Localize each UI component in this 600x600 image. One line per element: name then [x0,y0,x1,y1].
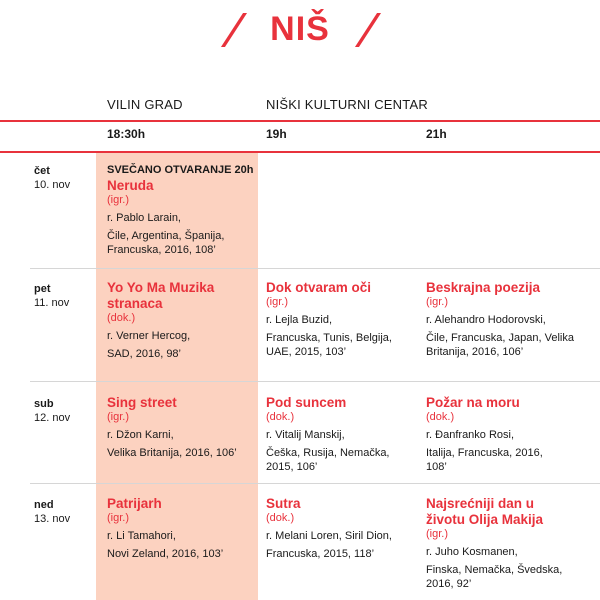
film-title: Neruda [107,178,154,193]
film-info: Francuska, Tunis, Belgija, UAE, 2015, 103’ [266,332,392,358]
film-title: Patrijarh [107,496,162,511]
film-type: (igr.) [107,194,129,206]
film-title: Yo Yo Ma Muzika stranaca [107,280,215,311]
film-type: (igr.) [266,296,288,308]
film-type: (igr.) [426,528,448,540]
film-type: (dok.) [266,411,295,423]
film-info: Čile, Argentina, Španija, Francuska, 2016, 108’ [107,230,225,256]
screening-card [426,280,576,359]
day-label [34,164,70,192]
film-title: Sing street [107,395,177,410]
venue-niski-kulturni-centar: NIŠKI KULTURNI CENTAR [266,97,428,112]
row-divider [30,483,600,484]
screening-card [266,280,406,359]
day-name: ned [34,499,54,511]
screening-card [107,395,257,460]
film-type: (igr.) [426,296,448,308]
film-title: Pod suncem [266,395,347,410]
screening-card [266,395,396,474]
film-director: r. Melani Loren, Siril Dion, [266,530,392,542]
film-title: Najsrećniji dan u životu Olija Makija [426,496,544,527]
film-director: r. Vitalij Manskij, [266,429,345,441]
film-info: Francuska, 2015, 118’ [266,548,375,560]
film-director: r. Džon Karni, [107,429,174,441]
festival-label: SVEČANO OTVARANJE 20h [107,164,254,176]
day-date: 10. nov [34,179,71,191]
screening-card [266,496,416,561]
film-director: r. Đanfranko Rosi, [426,429,515,441]
venue-vilin-grad: VILIN GRAD [107,97,183,112]
film-info: Novi Zeland, 2016, 103’ [107,548,224,560]
screening-card [107,280,247,361]
venue-divider [0,120,600,122]
film-type: (dok.) [266,512,295,524]
film-director: r. Li Tamahori, [107,530,176,542]
day-label [34,282,69,310]
film-title: Dok otvaram oči [266,280,372,295]
film-info: Italija, Francuska, 2016, 108’ [426,447,543,473]
row-divider [30,381,600,382]
film-info: Velika Britanija, 2016, 106’ [107,447,237,459]
film-type: (igr.) [107,411,129,423]
time-19: 19h [266,127,287,141]
film-director: r. Pablo Larain, [107,212,181,224]
film-info: Čile, Francuska, Japan, Velika Britanija, 2016, 106’ [426,332,574,358]
day-label [34,498,70,526]
day-label [34,397,70,425]
time-21: 21h [426,127,447,141]
screening-card [107,496,257,561]
time-18-30: 18:30h [107,127,146,141]
film-title: Beskrajna poezija [426,280,541,295]
screening-card [426,496,576,591]
film-type: (igr.) [107,512,129,524]
screening-card [107,164,257,257]
day-date: 12. nov [34,412,71,424]
film-director: r. Juho Kosmanen, [426,546,518,558]
page-title: NIŠ [270,10,330,48]
film-director: r. Verner Hercog, [107,330,191,342]
film-director: r. Lejla Buzid, [266,314,333,326]
day-date: 13. nov [34,513,71,525]
times-divider [0,151,600,153]
day-name: sub [34,398,54,410]
day-name: čet [34,165,50,177]
film-title: Sutra [266,496,301,511]
screening-card [426,395,566,474]
day-name: pet [34,283,51,295]
row-divider [30,268,600,269]
day-date: 11. nov [34,297,70,309]
film-type: (dok.) [426,411,455,423]
film-type: (dok.) [107,312,136,324]
film-info: Finska, Nemačka, Švedska, 2016, 92’ [426,564,563,590]
film-info: SAD, 2016, 98’ [107,348,181,360]
film-director: r. Alehandro Hodorovski, [426,314,546,326]
film-info: Češka, Rusija, Nemačka, 2015, 106’ [266,447,390,473]
film-title: Požar na moru [426,395,520,410]
